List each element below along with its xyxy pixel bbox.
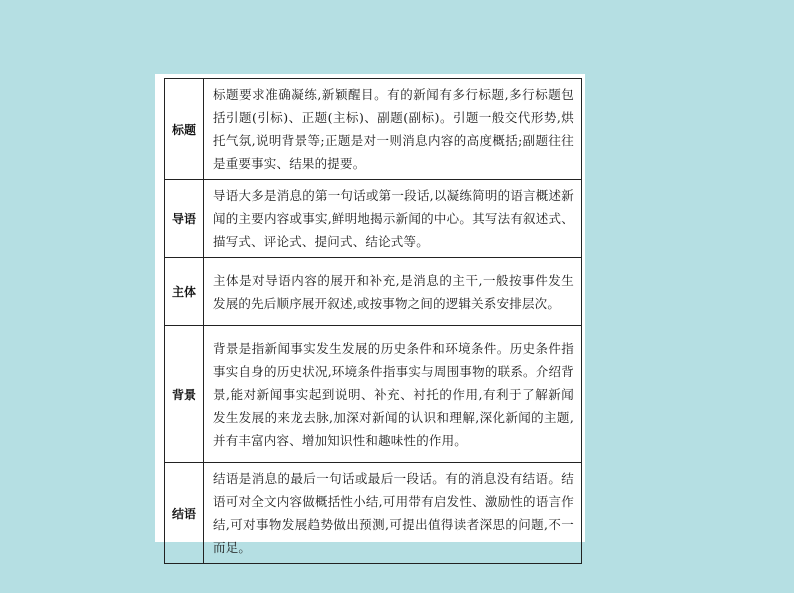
- row-label-lead: 导语: [165, 180, 204, 258]
- table-row: [165, 79, 582, 180]
- table-row: [165, 463, 582, 564]
- news-structure-table: [164, 78, 582, 564]
- table-row: [165, 180, 582, 258]
- table-row: [165, 258, 582, 326]
- slide-card: [155, 74, 585, 555]
- row-label-body: 主体: [165, 258, 204, 326]
- row-label-ending: 结语: [165, 463, 204, 564]
- row-content-ending: 结语是消息的最后一句话或最后一段话。有的消息没有结语。结语可对全文内容做概括性小结,可用带有启发性、激励性的语言作结,可对事物发展趋势做出预测,可提出值得读者深思的问题,不一而足。: [204, 463, 582, 564]
- row-label-background: 背景: [165, 326, 204, 463]
- row-content-body: 主体是对导语内容的展开和补充,是消息的主干,一般按事件发生发展的先后顺序展开叙述,或按事物之间的逻辑关系安排层次。: [204, 258, 582, 326]
- row-label-title: 标题: [165, 79, 204, 180]
- row-content-title: 标题要求准确凝练,新颖醒目。有的新闻有多行标题,多行标题包括引题(引标)、正题(主标)、副题(副标)。引题一般交代形势,烘托气氛,说明背景等;正题是对一则消息内容的高度概括;副题往往是重要事实、结果的提要。: [204, 79, 582, 180]
- table-row: [165, 326, 582, 463]
- row-content-background: 背景是指新闻事实发生发展的历史条件和环境条件。历史条件指事实自身的历史状况,环境条件指事实与周围事物的联系。介绍背景,能对新闻事实起到说明、补充、衬托的作用,有利于了解新闻发生发展的来龙去脉,加深对新闻的认识和理解,深化新闻的主题,并有丰富内容、增加知识性和趣味性的作用。: [204, 326, 582, 463]
- row-content-lead: 导语大多是消息的第一句话或第一段话,以凝练简明的语言概述新闻的主要内容或事实,鲜明地揭示新闻的中心。其写法有叙述式、描写式、评论式、提问式、结论式等。: [204, 180, 582, 258]
